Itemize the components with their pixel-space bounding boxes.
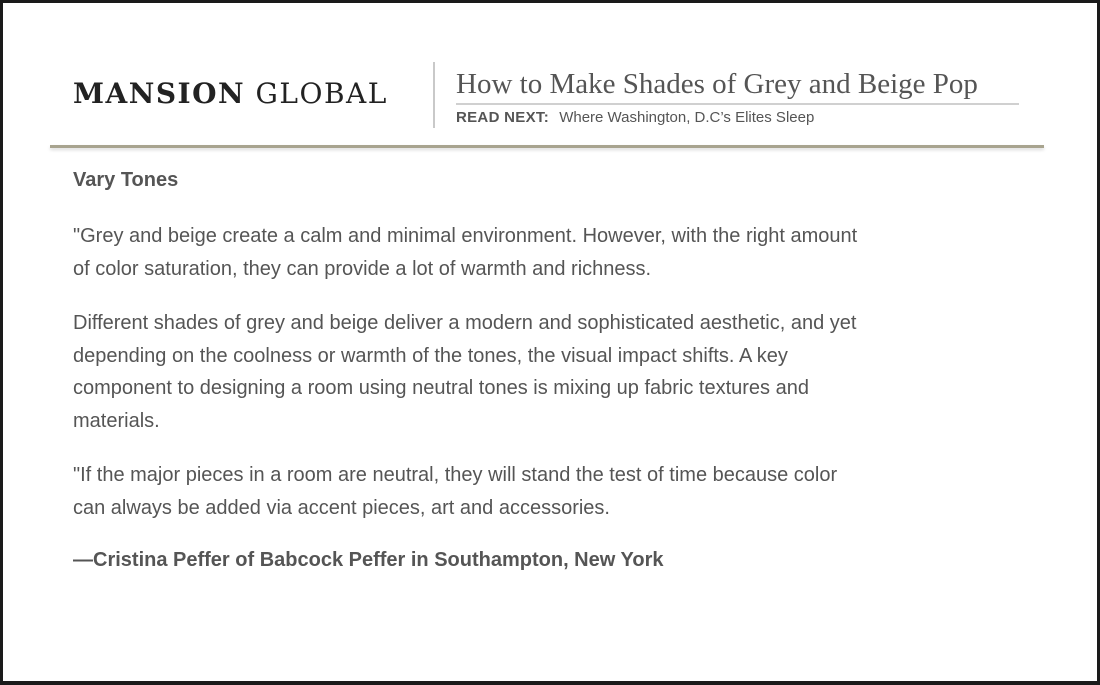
article-paragraph: "Grey and beige create a calm and minimal environment. However, with the right amount of color saturation, they can provide a lot of warmth and richness. — [73, 225, 858, 280]
read-next-link[interactable]: Where Washington, D.C’s Elites Sleep — [559, 109, 815, 126]
brand-logo-light: GLOBAL — [255, 77, 388, 110]
header-divider — [433, 62, 435, 128]
article-paragraph: Different shades of grey and beige deliver a modern and sophisticated aesthetic, and yet depending on the coolness or warmth of the tones, the visual impact shifts. A key component to designing a room using neutral tones is mixing up fabric textures and materials. — [73, 312, 857, 432]
brand-logo-bold: MANSION — [73, 77, 246, 110]
quote-attribution: —Cristina Peffer of Babcock Peffer in Southampton, New York — [73, 549, 664, 571]
site-header — [3, 3, 1097, 148]
article-body — [73, 167, 873, 573]
header-rule — [50, 145, 1044, 148]
article-headline: How to Make Shades of Grey and Beige Pop — [456, 66, 1019, 105]
article-paragraph: "If the major pieces in a room are neutral, they will stand the test of time because color can always be added via accent pieces, art and accessories. — [73, 464, 838, 519]
brand-logo[interactable] — [73, 77, 388, 110]
page-frame — [3, 3, 1097, 681]
read-next — [456, 109, 814, 126]
section-subhead: Vary Tones — [73, 169, 179, 191]
read-next-label: READ NEXT: — [456, 109, 550, 126]
